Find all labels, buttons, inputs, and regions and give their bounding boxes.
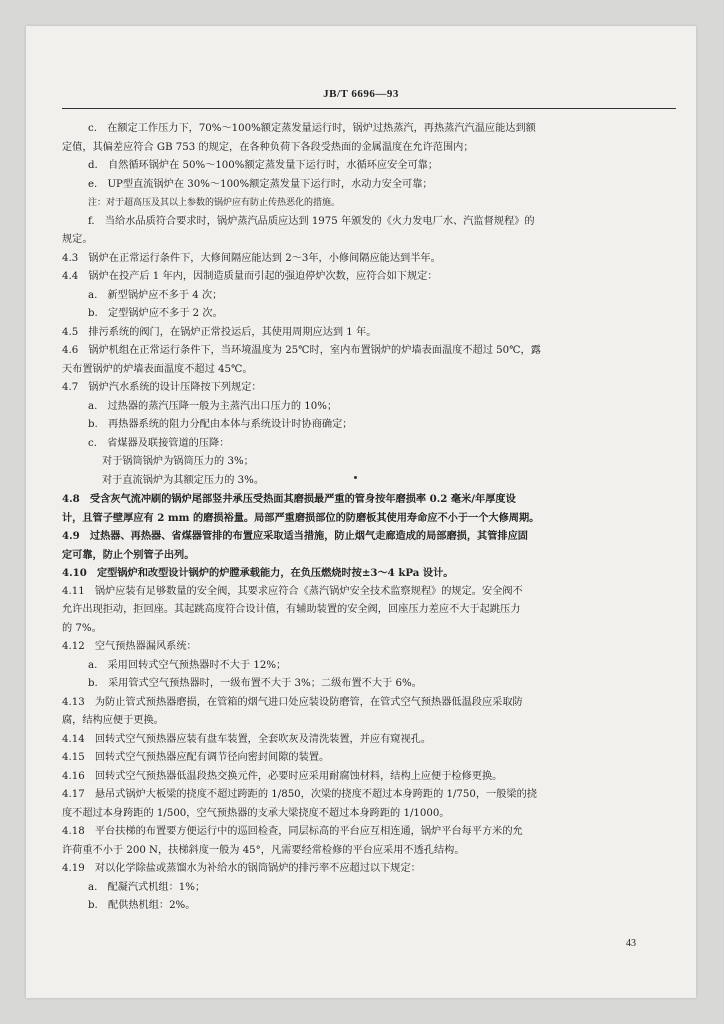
text-line: 4.9 过热器、再热器、省煤器管排的布置应采取适当措施，防止烟气走廊造成的局部磨损，其管排应固 [62, 530, 528, 542]
text-line: 4.11 锅炉应装有足够数量的安全阀，其要求应符合《蒸汽锅炉安全技术监察规程》的规定。安全阀不 [62, 585, 523, 597]
text-line: c. 在额定工作压力下，70%～100%额定蒸发量运行时，锅炉过热蒸汽，再热蒸汽汽温应能达到额 [88, 123, 536, 134]
text-line: 4.8 受含灰气流冲刷的锅炉尾部竖井承压受热面其磨损最严重的管身按年磨损率 0.2 毫米/年厚度设 [62, 493, 516, 505]
text-line: 4.15 回转式空气预热器应配有调节径向密封间隙的装置。 [62, 752, 330, 763]
text-line: a. 配凝汽式机组：1%； [88, 881, 206, 893]
text-line: e. UP型直流锅炉在 30%～100%额定蒸发量下运行时，水动力安全可靠； [88, 178, 433, 190]
text-line: 4.7 锅炉汽水系统的设计压降按下列规定： [62, 382, 262, 393]
text-line: 4.3 锅炉在正常运行条件下，大修间隔应能达到 2～3年，小修间隔应能达到半年。 [62, 252, 441, 264]
header-rule [62, 108, 676, 109]
text-line: 的 7%。 [62, 622, 102, 634]
document-body [62, 120, 676, 916]
text-line: 定可靠，防止个别管子出列。 [62, 548, 195, 561]
text-line: 4.14 回转式空气预热器应装有盘车装置，全套吹灰及清洗装置，并应有窥视孔。 [62, 733, 432, 745]
text-line: 注：对于超高压及其以上参数的锅炉应有防止传热恶化的措施。 [88, 198, 341, 208]
text-line: 对于直流锅炉为其额定压力的 3%。 [102, 474, 265, 486]
text-line: 计，且管子壁厚应有 2 mm 的磨损裕量。局部严重磨损部位的防磨板其使用寿命应不小于一个大修周期。 [62, 511, 540, 524]
text-line: b. 定型锅炉应不多于 2 次。 [88, 308, 223, 319]
text-line: 4.4 锅炉在投产后 1 年内，因制造质量而引起的强迫停炉次数，应符合如下规定： [62, 271, 438, 282]
text-line: 4.19 对以化学除盐或蒸馏水为补给水的锅筒锅炉的排污率不应超过以下规定： [62, 863, 421, 874]
text-line: c. 省煤器及联接管道的压降： [88, 437, 230, 449]
text-line: 天布置锅炉的炉墙表面温度不超过 45℃。 [62, 363, 253, 375]
speck [354, 476, 357, 479]
text-line: 4.10 定型锅炉和改型设计锅炉的炉膛承载能力，在负压燃烧时按±3～4 kPa 设计。 [62, 567, 454, 579]
text-line: 度不超过本身跨距的 1/500，空气预热器的支承大梁挠度不超过本身跨距的 1/1000。 [62, 807, 450, 819]
text-line: 4.6 锅炉机组在正常运行条件下，当环境温度为 25℃时，室内布置锅炉的炉墙表面温度不超过 50℃，露 [62, 345, 541, 356]
text-line: 4.13 为防止管式预热器磨损，在管箱的烟气进口处应装设防磨管，在管式空气预热器低温段应采取防 [62, 696, 523, 708]
text-line: a. 新型锅炉应不多于 4 次； [88, 289, 223, 301]
text-line: 对于锅筒锅炉为锅筒压力的 3%； [102, 456, 254, 467]
page-header: JB/T 6696—93 [323, 88, 399, 100]
text-line: f. 当给水品质符合要求时，锅炉蒸汽品质应达到 1975 年颁发的《火力发电厂水、汽监督规程》的 [88, 215, 535, 227]
text-line: a. 采用回转式空气预热器时不大于 12%； [88, 659, 287, 671]
text-line: b. 配供热机组：2%。 [88, 900, 196, 911]
text-line: 腐，结构应便于更换。 [62, 715, 164, 726]
text-line: 规定。 [62, 234, 93, 245]
text-line: b. 再热器系统的阻力分配由本体与系统设计时协商确定； [88, 419, 353, 430]
text-line: 4.5 排污系统的阀门，在锅炉正常投运后，其使用周期应达到 1 年。 [62, 326, 377, 338]
text-line: a. 过热器的蒸汽压降一般为主蒸汽出口压力的 10%； [88, 400, 338, 412]
text-line: 4.12 空气预热器漏风系统： [62, 641, 197, 652]
text-line: 定值，其偏差应符合 GB 753 的规定，在各种负荷下各段受热面的金属温度在允许范围内； [62, 141, 474, 153]
text-line: b. 采用管式空气预热器时，一级布置不大于 3%；二级布置不大于 6%。 [88, 678, 422, 689]
text-line: 许荷重不小于 200 N，扶梯斜度一般为 45°，凡需要经常检修的平台应采用不透孔结构。 [62, 844, 465, 856]
text-line: 4.16 回转式空气预热器低温段热交换元件，必要时应采用耐腐蚀材料，结构上应便于检修更换。 [62, 770, 503, 782]
document-page [26, 26, 696, 998]
page-number: 43 [626, 938, 636, 949]
text-line: 4.17 悬吊式锅炉大板梁的挠度不超过跨距的 1/850，次梁的挠度不超过本身跨距的 1/750，一般梁的挠 [62, 789, 537, 800]
text-line: 4.18 平台扶梯的布置要方便运行中的巡回检查，同层标高的平台应互相连通，锅炉平台每平方米的允 [62, 826, 523, 837]
text-line: d. 自然循环锅炉在 50%～100%额定蒸发量下运行时，水循环应安全可靠； [88, 160, 439, 171]
text-line: 允许出现拒动，拒回座。其起跳高度符合设计值，有辅助装置的安全阀，回座压力差应不大于起跳压力 [62, 604, 521, 615]
